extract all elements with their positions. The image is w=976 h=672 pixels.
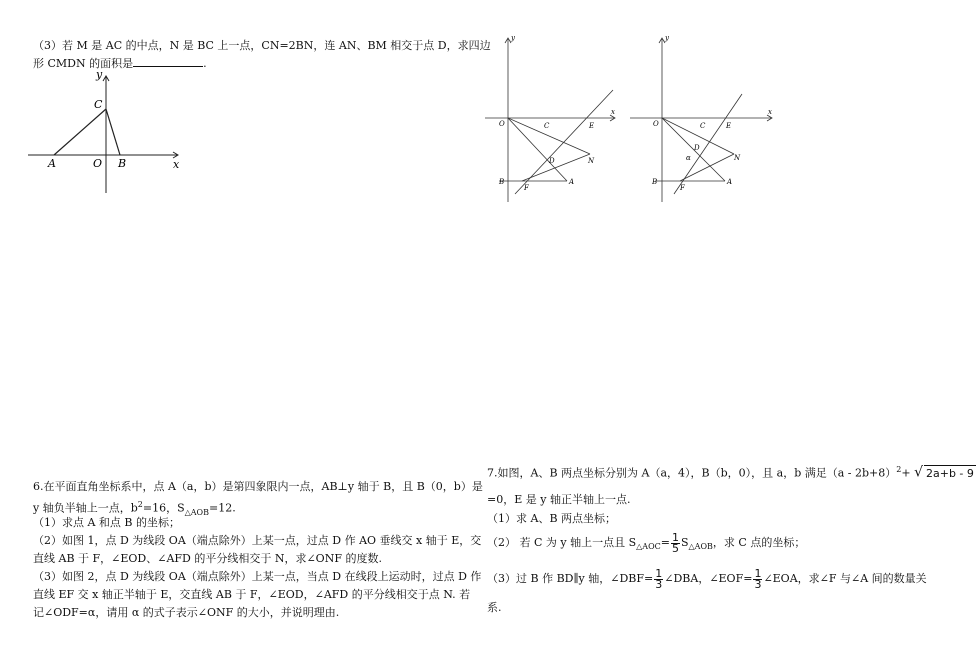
label-alpha: α (686, 154, 691, 162)
q7-line-4-c: S (680, 536, 689, 549)
q7-line-6: 系. (487, 601, 502, 614)
label-y: y (511, 34, 515, 42)
figure-2 (630, 32, 780, 207)
label-b: B (118, 157, 127, 170)
label-a: A (727, 178, 733, 186)
q7-sub-aob: △AOB (688, 542, 713, 552)
q6-line-3: （1）求点 A 和点 B 的坐标； (33, 516, 181, 529)
label-c: C (94, 98, 103, 111)
q7-line-4 (487, 531, 805, 559)
label-b: B (652, 178, 658, 186)
q7-line-4-a: （2） 若 C 为 y 轴上一点且 S (487, 536, 637, 549)
label-x: x (611, 108, 615, 116)
sqrt-icon: √ (914, 464, 923, 481)
label-y: y (96, 68, 103, 81)
q3-line-2-prefix: 形 CMDN 的面积是 (33, 57, 134, 70)
q6-line-4: （2）如图 1，点 D 为线段 OA（端点除外）上某一点，过点 D 作 AO 垂线交 x 轴于 E，交 (33, 534, 482, 547)
q3-line-1: （3）若 M 是 AC 的中点，N 是 BC 上一点，CN=2BN，连 AN、BM 相交于点 D，求四边 (33, 39, 491, 52)
label-d: D (549, 157, 555, 165)
label-b: B (499, 178, 505, 186)
label-f: F (680, 184, 685, 192)
q7-line-3: （1）求 A、B 两点坐标； (487, 512, 617, 525)
q7-line-1-b: + (901, 466, 911, 480)
q6-line-8: 记∠ODF=α，请用 α 的式子表示∠ONF 的大小，并说明理由. (33, 606, 340, 619)
line-ef (515, 90, 613, 194)
segment-fn (522, 154, 590, 181)
q7-sub-aoc: △AOC (636, 542, 661, 552)
segment-cb (106, 109, 120, 155)
label-c: C (700, 122, 706, 130)
fraction-num: 1 (655, 566, 663, 580)
label-a: A (48, 157, 56, 170)
label-d: D (694, 144, 700, 152)
q7-line-5-c: ∠EOA，求∠F 与∠A 间的数量关 (763, 572, 927, 585)
label-e: E (726, 122, 732, 130)
label-x: x (768, 108, 772, 116)
q7-sup: 2 (896, 465, 902, 474)
label-a: A (569, 178, 575, 186)
q7-line-5-b: ∠DBA，∠EOF= (664, 572, 753, 585)
q7-line-4-b: = (660, 536, 670, 549)
fraction-num: 1 (671, 530, 679, 544)
label-f: F (524, 184, 529, 192)
q6-line-6: （3）如图 2，点 D 为线段 OA（端点除外）上某一点，当点 D 在线段上运动时，过点 D 作 (33, 570, 482, 583)
fraction-1-3-a (654, 566, 663, 591)
q7-line-1-a: 7.如图，A、B 两点坐标分别为 A（a，4），B（b，0），且 a，b 满足（a - 2b+8） (487, 466, 897, 480)
q3-line-2-suffix: . (203, 57, 207, 70)
label-n: N (588, 157, 595, 165)
label-o: O (499, 120, 505, 128)
q7-line-5 (487, 567, 927, 591)
q7-line-4-d: ，求 C 点的坐标； (712, 536, 806, 549)
q7-line-1 (487, 462, 976, 482)
q7-line-5-a: （3）过 B 作 BD∥y 轴，∠DBF= (487, 572, 654, 585)
label-y: y (665, 34, 669, 42)
small-triangle-figure (28, 68, 188, 198)
q6-line-2-a: y 轴负半轴上一点，b (33, 501, 138, 515)
fraction-den: 5 (671, 541, 679, 555)
label-o: O (653, 120, 659, 128)
fraction-den: 3 (754, 577, 762, 591)
segment-ac (54, 109, 106, 155)
fraction-1-5 (671, 530, 680, 555)
label-x: x (173, 158, 180, 171)
fraction-den: 3 (655, 577, 663, 591)
q6-sup: 2 (137, 500, 143, 509)
q6-line-7: 直线 EF 交 x 轴正半轴于 E，交直线 AB 于 F，∠EOD，∠AFD 的平分线相交于点 N. 若 (33, 588, 471, 601)
fraction-1-3-b (753, 566, 762, 591)
q6-line-1: 6.在平面直角坐标系中，点 A（a，b）是第四象限内一点，AB⊥y 轴于 B，且 B（0，b）是 (33, 480, 483, 493)
figure-1 (485, 32, 625, 207)
q7-line-2: =0，E 是 y 轴正半轴上一点. (487, 493, 631, 506)
q6-line-5: 直线 AB 于 F，∠EOD、∠AFD 的平分线相交于 N，求∠ONF 的度数. (33, 552, 382, 565)
q6-line-2-b: =16，S (142, 501, 185, 515)
label-o: O (93, 157, 103, 170)
segment-oa (508, 118, 567, 181)
q6-line-2-c: =12. (208, 501, 236, 515)
q6-sub: △AOB (184, 507, 209, 517)
label-c: C (544, 122, 550, 130)
fraction-num: 1 (754, 566, 762, 580)
answer-blank (133, 55, 203, 67)
label-e: E (589, 122, 595, 130)
q7-sqrt-expression: 2a+b - 9 (926, 466, 974, 480)
label-n: N (734, 154, 741, 162)
